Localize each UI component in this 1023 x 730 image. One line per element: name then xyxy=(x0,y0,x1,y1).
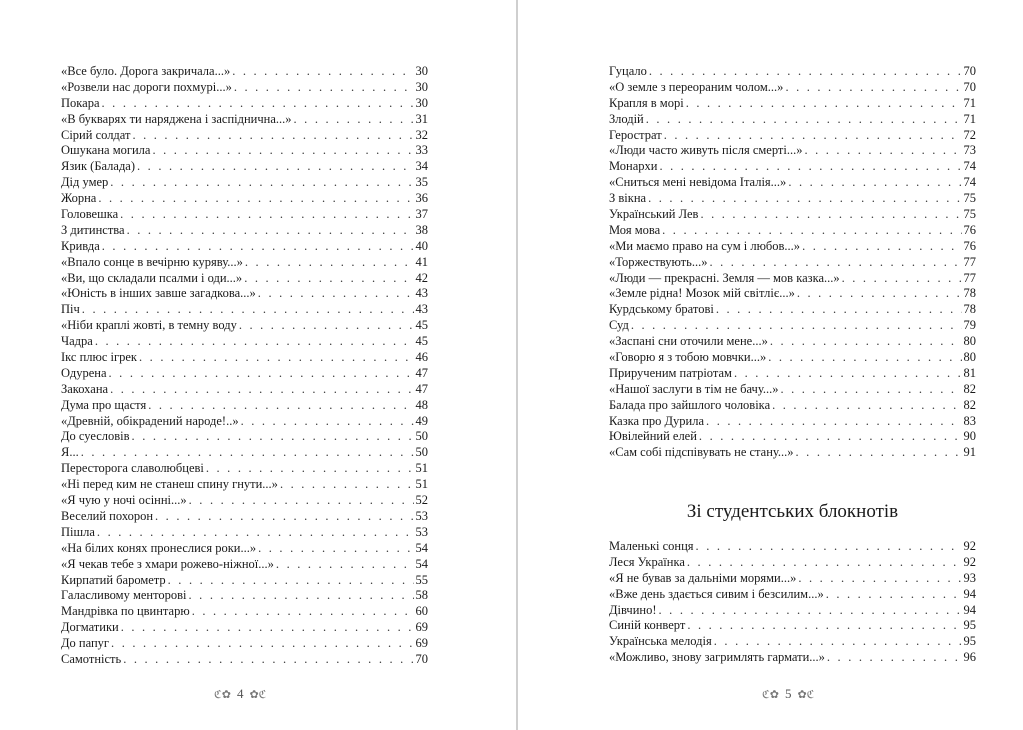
toc-entry-title: «На білих конях пронеслися роки...» xyxy=(61,540,257,555)
toc-entry xyxy=(609,366,976,382)
toc-entry xyxy=(609,445,976,461)
toc-entry xyxy=(609,239,976,255)
toc-entry xyxy=(61,143,428,159)
toc-entry xyxy=(609,191,976,207)
toc-entry-page: 45 xyxy=(415,334,428,349)
leader-dots xyxy=(234,80,414,96)
toc-entry-title: «Я чую у ночі осінні...» xyxy=(61,493,187,508)
toc-entry-title: «Люди часто живуть після смерті...» xyxy=(609,143,803,158)
toc-entry xyxy=(609,286,976,302)
leader-dots xyxy=(276,557,414,573)
toc-entry-title: Жорна xyxy=(61,191,97,206)
toc-entry-page: 47 xyxy=(415,381,428,396)
toc-entry-page: 37 xyxy=(415,207,428,222)
toc-entry xyxy=(61,128,428,144)
toc-entry-page: 43 xyxy=(415,302,428,317)
toc-entry-title: Український Лев xyxy=(609,207,699,222)
leader-dots xyxy=(631,318,962,334)
toc-entry-title: «Ми маємо право на сум і любов...» xyxy=(609,238,801,253)
leader-dots xyxy=(827,650,962,666)
leader-dots xyxy=(244,271,413,287)
toc-entry-page: 46 xyxy=(415,350,428,365)
toc-entry-title: Кривда xyxy=(61,238,100,253)
toc-entry-page: 90 xyxy=(963,429,976,444)
toc-entry-title: Балада про зайшлого чоловіка xyxy=(609,397,771,412)
toc-entry xyxy=(61,509,428,525)
toc-entry xyxy=(61,620,428,636)
leader-dots xyxy=(258,541,413,557)
toc-entry-title: «Впало сонце в вечірню куряву...» xyxy=(61,254,243,269)
toc-entry-page: 80 xyxy=(963,334,976,349)
toc-entry-title: Дід умер xyxy=(61,175,109,190)
toc-entry-page: 38 xyxy=(415,222,428,237)
folio-number: 5 xyxy=(784,686,792,701)
toc-entry xyxy=(61,493,428,509)
right-page xyxy=(518,0,1023,730)
leader-dots xyxy=(796,445,962,461)
leader-dots xyxy=(232,64,413,80)
toc-entry-title: Мандрівка по цвинтарю xyxy=(61,604,190,619)
leader-dots xyxy=(82,302,414,318)
leader-dots xyxy=(127,223,414,239)
toc-entry-page: 50 xyxy=(415,429,428,444)
toc-entry-page: 33 xyxy=(415,143,428,158)
toc-entry-title: До суесловів xyxy=(61,429,130,444)
toc-entry-title: Злодій xyxy=(609,111,644,126)
toc-entry-title: Герострат xyxy=(609,127,662,142)
toc-entry-title: Веселий похорон xyxy=(61,508,154,523)
toc-entry-title: Монархи xyxy=(609,159,658,174)
leader-dots xyxy=(206,461,414,477)
toc-entry xyxy=(61,318,428,334)
toc-entry-title: Піч xyxy=(61,302,80,317)
toc-entry-title: Пішла xyxy=(61,524,95,539)
toc-entry xyxy=(609,650,976,666)
toc-entry xyxy=(61,573,428,589)
leader-dots xyxy=(239,318,414,334)
toc-entry-page: 76 xyxy=(963,238,976,253)
toc-entry-title: Сірий солдат xyxy=(61,127,131,142)
toc-entry-title: «Древній, обікрадений народе!..» xyxy=(61,413,239,428)
leader-dots xyxy=(102,96,414,112)
toc-entry xyxy=(61,398,428,414)
toc-entry xyxy=(61,588,428,604)
leader-dots xyxy=(97,525,414,541)
toc-entry-page: 94 xyxy=(963,602,976,617)
toc-entry-page: 60 xyxy=(415,604,428,619)
toc-entry-page: 55 xyxy=(415,572,428,587)
leader-dots xyxy=(189,493,414,509)
toc-entry xyxy=(609,634,976,650)
toc-entry xyxy=(61,557,428,573)
toc-entry-title: До папуг xyxy=(61,636,110,651)
toc-entry xyxy=(609,587,976,603)
toc-entry-page: 77 xyxy=(963,254,976,269)
leader-dots xyxy=(826,587,962,603)
toc-entry-page: 77 xyxy=(963,270,976,285)
toc-entry-title: Я... xyxy=(61,445,79,460)
toc-entry xyxy=(609,96,976,112)
ornament-left-icon: ℭ✿ xyxy=(214,688,231,701)
leader-dots xyxy=(664,128,962,144)
toc-entry-title: «Ви, що складали псалми і оди...» xyxy=(61,270,243,285)
toc-entry xyxy=(61,414,428,430)
leader-dots xyxy=(139,350,413,366)
ornament-right-icon: ✿ℭ xyxy=(797,688,815,701)
toc-entry xyxy=(609,64,976,80)
leader-dots xyxy=(797,286,962,302)
toc-entry xyxy=(61,80,428,96)
toc-entry-title: «Юність в інших завше загадкова...» xyxy=(61,286,256,301)
toc-entry-title: Пересторога славолюбцеві xyxy=(61,461,204,476)
toc-entry-page: 82 xyxy=(963,397,976,412)
leader-dots xyxy=(662,223,961,239)
toc-entry-title: «Ні перед ким не станеш спину гнути...» xyxy=(61,477,278,492)
toc-entry xyxy=(609,159,976,175)
toc-entry-title: Закохана xyxy=(61,381,109,396)
toc-entry xyxy=(609,398,976,414)
toc-entry-title: «Люди — прекрасні. Земля — мов казка...» xyxy=(609,270,840,285)
toc-entry-page: 71 xyxy=(963,111,976,126)
toc-entry-page: 93 xyxy=(963,570,976,585)
leader-dots xyxy=(121,620,414,636)
toc-entry-title: Українська мелодія xyxy=(609,634,712,649)
toc-entry xyxy=(61,445,428,461)
toc-entry-page: 54 xyxy=(415,540,428,555)
toc-entry xyxy=(61,112,428,128)
toc-entry-title: «Все було. Дорога закричала...» xyxy=(61,64,231,78)
leader-dots xyxy=(772,398,961,414)
leader-dots xyxy=(770,334,962,350)
toc-entry-title: Дума про щастя xyxy=(61,397,147,412)
leader-dots xyxy=(189,588,414,604)
leader-dots xyxy=(258,286,414,302)
toc-entry xyxy=(609,302,976,318)
toc-entry xyxy=(609,539,976,555)
leader-dots xyxy=(842,271,962,287)
toc-entry xyxy=(61,604,428,620)
toc-entry-page: 72 xyxy=(963,127,976,142)
leader-dots xyxy=(98,191,413,207)
toc-entry xyxy=(61,255,428,271)
ornament-right-icon: ✿ℭ xyxy=(249,688,267,701)
toc-entry-page: 35 xyxy=(415,175,428,190)
toc-list-section xyxy=(609,539,976,666)
toc-entry-title: Синій конверт xyxy=(609,618,686,633)
leader-dots xyxy=(686,96,962,112)
toc-entry xyxy=(609,414,976,430)
toc-entry-page: 69 xyxy=(415,636,428,651)
toc-entry xyxy=(61,366,428,382)
leader-dots xyxy=(734,366,962,382)
leader-dots xyxy=(646,112,962,128)
toc-entry-page: 31 xyxy=(415,111,428,126)
toc-entry xyxy=(609,350,976,366)
leader-dots xyxy=(714,634,962,650)
toc-entry-title: Ошукана могила xyxy=(61,143,151,158)
leader-dots xyxy=(280,477,414,493)
leader-dots xyxy=(241,414,414,430)
toc-entry-page: 92 xyxy=(963,554,976,569)
toc-entry-title: Чадра xyxy=(61,334,93,349)
page-number-right xyxy=(762,686,814,702)
toc-entry-title: Леся Українка xyxy=(609,554,685,569)
toc-entry-title: Догматики xyxy=(61,620,119,635)
toc-entry-page: 83 xyxy=(963,413,976,428)
leader-dots xyxy=(155,509,413,525)
toc-entry-title: З дитинства xyxy=(61,222,125,237)
toc-entry xyxy=(61,350,428,366)
toc-entry xyxy=(61,525,428,541)
toc-entry xyxy=(61,64,428,80)
toc-entry xyxy=(61,636,428,652)
leader-dots xyxy=(294,112,414,128)
leader-dots xyxy=(245,255,414,271)
toc-entry-title: «Я не бував за дальніми морями...» xyxy=(609,570,797,585)
toc-entry xyxy=(61,334,428,350)
toc-entry xyxy=(609,429,976,445)
toc-entry xyxy=(61,239,428,255)
toc-entry-page: 70 xyxy=(963,64,976,78)
leader-dots xyxy=(109,366,414,382)
toc-entry-page: 30 xyxy=(415,95,428,110)
toc-entry-page: 41 xyxy=(415,254,428,269)
toc-entry-page: 78 xyxy=(963,302,976,317)
toc-entry-title: Самотність xyxy=(61,651,122,666)
leader-dots xyxy=(95,334,414,350)
toc-entry-title: Гуцало xyxy=(609,64,647,78)
toc-entry-page: 79 xyxy=(963,318,976,333)
leader-dots xyxy=(716,302,962,318)
toc-entry-page: 81 xyxy=(963,365,976,380)
toc-entry xyxy=(609,112,976,128)
toc-entry-page: 92 xyxy=(963,539,976,553)
leader-dots xyxy=(148,398,413,414)
toc-entry-title: З вікна xyxy=(609,191,647,206)
toc-entry-title: Кирпатий барометр xyxy=(61,572,166,587)
leader-dots xyxy=(120,207,413,223)
toc-entry-title: «Ніби краплі жовті, в темну воду xyxy=(61,318,237,333)
toc-entry-page: 50 xyxy=(415,445,428,460)
toc-entry xyxy=(61,429,428,445)
toc-entry-page: 75 xyxy=(963,207,976,222)
leader-dots xyxy=(152,143,413,159)
toc-entry xyxy=(61,223,428,239)
toc-entry-page: 95 xyxy=(963,618,976,633)
toc-entry-title: «Вже день здається сивим і безсилим...» xyxy=(609,586,824,601)
toc-entry xyxy=(609,271,976,287)
toc-entry-page: 54 xyxy=(415,556,428,571)
leader-dots xyxy=(709,255,961,271)
toc-entry xyxy=(61,191,428,207)
toc-entry-title: Галасливому менторові xyxy=(61,588,187,603)
toc-entry-title: «Сам собі підспівувать не стану...» xyxy=(609,445,794,460)
toc-entry-title: Крапля в морі xyxy=(609,95,684,110)
toc-entry-title: «Розвели нас дороги похмурі...» xyxy=(61,79,232,94)
leader-dots xyxy=(659,603,962,619)
toc-entry xyxy=(61,207,428,223)
toc-entry xyxy=(609,555,976,571)
toc-entry-title: «Говорю я з тобою мовчки...» xyxy=(609,350,767,365)
leader-dots xyxy=(798,571,961,587)
toc-entry xyxy=(609,223,976,239)
toc-entry-page: 82 xyxy=(963,381,976,396)
toc-entry-title: «Можливо, знову загримлять гармати...» xyxy=(609,650,825,665)
leader-dots xyxy=(788,175,961,191)
toc-entry-page: 45 xyxy=(415,318,428,333)
toc-list-right xyxy=(609,64,976,461)
toc-entry-page: 42 xyxy=(415,270,428,285)
toc-entry xyxy=(61,159,428,175)
toc-entry xyxy=(609,128,976,144)
leader-dots xyxy=(123,652,413,668)
toc-entry xyxy=(61,477,428,493)
toc-entry-page: 80 xyxy=(963,350,976,365)
toc-entry xyxy=(61,96,428,112)
toc-entry-page: 49 xyxy=(415,413,428,428)
toc-entry-title: «Нашої заслуги в тім не бачу...» xyxy=(609,381,779,396)
toc-entry-page: 78 xyxy=(963,286,976,301)
toc-entry xyxy=(609,571,976,587)
leader-dots xyxy=(110,175,413,191)
toc-entry-page: 58 xyxy=(415,588,428,603)
toc-entry-title: «В букварях ти наряджена і заспіднична...» xyxy=(61,111,292,126)
leader-dots xyxy=(706,414,961,430)
toc-entry-page: 53 xyxy=(415,508,428,523)
leader-dots xyxy=(802,239,961,255)
folio-number: 4 xyxy=(236,686,244,701)
toc-entry-title: Ікс плюс ігрек xyxy=(61,350,138,365)
toc-entry-page: 74 xyxy=(963,175,976,190)
toc-entry-page: 70 xyxy=(963,79,976,94)
leader-dots xyxy=(804,143,961,159)
toc-entry-title: Ювілейний елей xyxy=(609,429,697,444)
toc-entry-title: «Я чекав тебе з хмари рожево-ніжної...» xyxy=(61,556,274,571)
toc-entry xyxy=(609,618,976,634)
toc-entry-title: «Земле рідна! Мозок мій світліє...» xyxy=(609,286,795,301)
toc-entry-page: 48 xyxy=(415,397,428,412)
section-heading: Зі студентських блокнотів xyxy=(686,501,899,522)
toc-entry-title: «Заспані сни оточили мене...» xyxy=(609,334,768,349)
toc-entry-title: Маленькі сонця xyxy=(609,539,694,553)
toc-entry-title: Казка про Дурила xyxy=(609,413,705,428)
toc-entry xyxy=(609,334,976,350)
toc-entry-title: «О земле з переораним чолом...» xyxy=(609,79,784,94)
toc-entry-page: 30 xyxy=(415,79,428,94)
toc-entry-page: 71 xyxy=(963,95,976,110)
toc-entry xyxy=(609,143,976,159)
toc-entry-page: 36 xyxy=(415,191,428,206)
toc-entry-page: 32 xyxy=(415,127,428,142)
leader-dots xyxy=(687,618,961,634)
leader-dots xyxy=(699,429,962,445)
leader-dots xyxy=(780,382,961,398)
toc-entry xyxy=(61,541,428,557)
ornament-left-icon: ℭ✿ xyxy=(762,688,779,701)
toc-entry xyxy=(609,80,976,96)
toc-entry-page: 95 xyxy=(963,634,976,649)
leader-dots xyxy=(81,445,414,461)
toc-entry-page: 75 xyxy=(963,191,976,206)
toc-entry-title: Прирученим патріотам xyxy=(609,365,732,380)
leader-dots xyxy=(132,429,414,445)
toc-list-left xyxy=(61,64,428,668)
toc-entry-page: 74 xyxy=(963,159,976,174)
toc-entry-page: 69 xyxy=(415,620,428,635)
leader-dots xyxy=(700,207,961,223)
toc-entry xyxy=(609,175,976,191)
toc-entry-title: Покара xyxy=(61,95,100,110)
leader-dots xyxy=(648,191,961,207)
toc-entry-title: Одурена xyxy=(61,365,107,380)
toc-entry-page: 53 xyxy=(415,524,428,539)
leader-dots xyxy=(111,636,413,652)
leader-dots xyxy=(649,64,962,80)
leader-dots xyxy=(687,555,962,571)
leader-dots xyxy=(102,239,414,255)
toc-entry-page: 91 xyxy=(963,445,976,460)
toc-entry-title: Дівчино! xyxy=(609,602,657,617)
toc-entry-page: 34 xyxy=(415,159,428,174)
toc-entry-page: 40 xyxy=(415,238,428,253)
toc-entry-page: 47 xyxy=(415,365,428,380)
toc-entry-page: 51 xyxy=(415,461,428,476)
toc-entry xyxy=(61,286,428,302)
leader-dots xyxy=(768,350,961,366)
toc-entry-title: «Торжествують...» xyxy=(609,254,708,269)
toc-entry xyxy=(61,652,428,668)
toc-entry xyxy=(61,461,428,477)
page-number-left xyxy=(214,686,266,702)
toc-entry xyxy=(61,271,428,287)
toc-entry xyxy=(61,175,428,191)
toc-entry-page: 94 xyxy=(963,586,976,601)
leader-dots xyxy=(137,159,413,175)
toc-entry-page: 96 xyxy=(963,650,976,665)
toc-entry xyxy=(609,207,976,223)
toc-entry-title: Язик (Балада) xyxy=(61,159,136,174)
toc-entry xyxy=(61,302,428,318)
toc-entry-page: 52 xyxy=(415,493,428,508)
toc-entry xyxy=(61,382,428,398)
toc-entry-page: 73 xyxy=(963,143,976,158)
toc-entry xyxy=(609,318,976,334)
toc-entry-page: 30 xyxy=(415,64,428,78)
toc-entry-page: 70 xyxy=(415,651,428,666)
leader-dots xyxy=(659,159,961,175)
leader-dots xyxy=(192,604,414,620)
toc-entry xyxy=(609,603,976,619)
toc-entry xyxy=(609,255,976,271)
toc-entry-title: Моя мова xyxy=(609,222,661,237)
leader-dots xyxy=(696,539,962,555)
leader-dots xyxy=(168,573,414,589)
leader-dots xyxy=(110,382,413,398)
toc-entry-page: 43 xyxy=(415,286,428,301)
toc-entry-page: 76 xyxy=(963,222,976,237)
toc-entry-title: Головешка xyxy=(61,207,119,222)
toc-entry-title: Суд xyxy=(609,318,629,333)
toc-entry-title: «Сниться мені невідома Італія...» xyxy=(609,175,787,190)
toc-entry-title: Курдському братові xyxy=(609,302,714,317)
leader-dots xyxy=(132,128,413,144)
leader-dots xyxy=(785,80,961,96)
toc-entry-page: 51 xyxy=(415,477,428,492)
toc-entry xyxy=(609,382,976,398)
